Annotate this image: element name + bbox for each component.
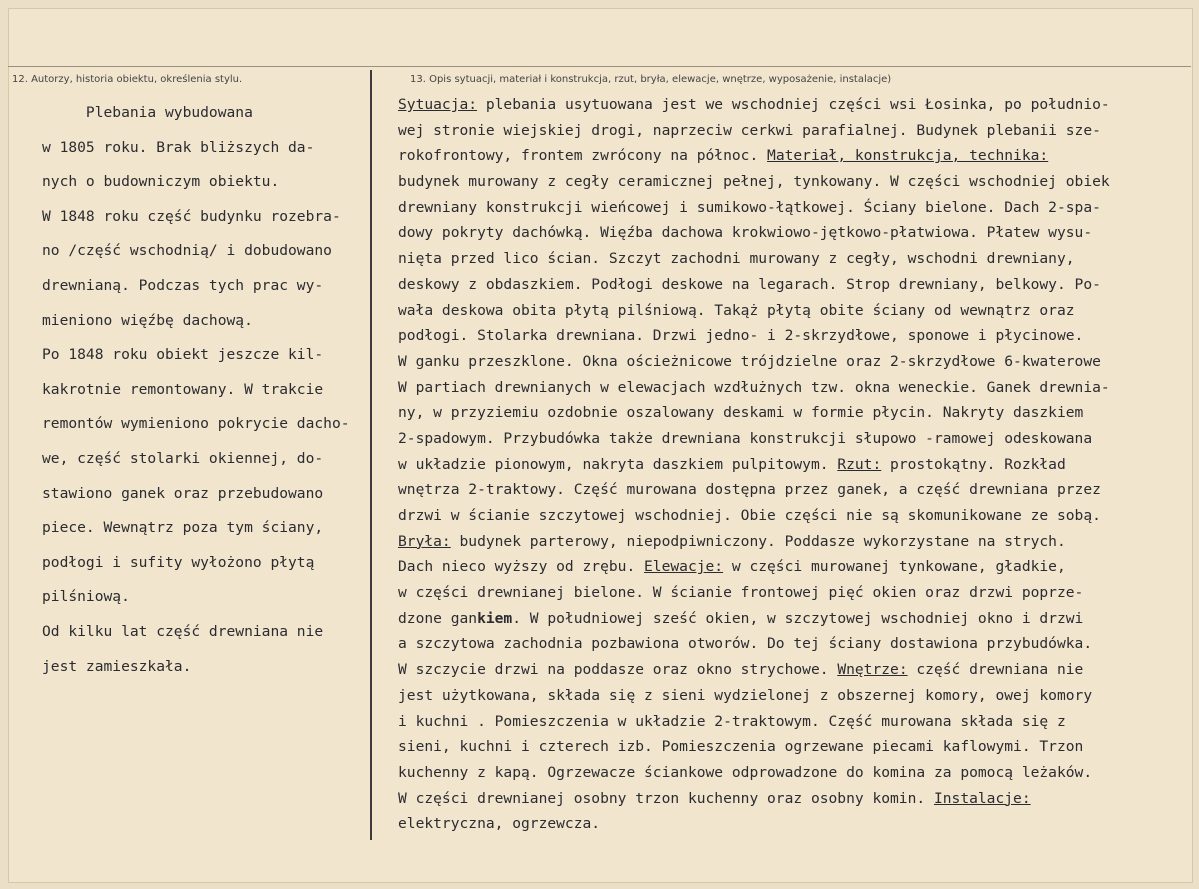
section-keyword: Elewacje: [644,558,724,576]
description-line [398,760,1198,786]
description-line [398,811,1198,837]
description-line [398,657,1198,683]
history-line: Po 1848 roku obiekt jeszcze kil- [42,346,324,364]
description-text: 2-spadowym. Przybudówka także drewniana konstrukcji słupowo -ramowej odeskowana [398,429,1093,447]
history-line: Plebania wybudowana [42,104,253,121]
section-keyword: Wnętrze: [837,661,908,679]
description-text: i kuchni . Pomieszczenia w układzie 2-traktowym. Część murowana składa się z [398,712,1066,730]
description-line [398,554,1198,580]
right-column-header: 13. Opis sytuacji, materiał i konstrukcja, rzut, bryła, elewacje, wnętrze, wyposażenie, instalacje) [410,74,892,85]
description-text: jest użytkowana, składa się z sieni wydzielonej z obszernej komory, owej komory [398,686,1093,704]
description-line [398,169,1198,195]
description-text: rokofrontowy, frontem zwrócony na północ. [398,147,768,165]
header-rule [8,66,1191,67]
description-line [398,118,1198,144]
section-keyword: Instalacje: [933,789,1031,807]
history-line: podłogi i sufity wyłożono płytą [42,553,315,571]
history-line: remontów wymieniono pokrycie dacho- [42,415,350,433]
history-line: pilśniową. [42,588,130,606]
description-line [398,580,1198,606]
description-line [398,143,1198,169]
description-text: nięta przed lico ścian. Szczyt zachodni murowany z cegły, wschodni drewniany, [398,250,1075,268]
description-text: kuchenny z kapą. Ogrzewacze ściankowe odprowadzone do komina za pomocą leżaków. [398,763,1093,781]
description-text: drzwi w ścianie szczytowej wschodniej. Obie części nie są skomunikowane ze sobą. [398,507,1101,524]
description-text: sieni, kuchni i czterech izb. Pomieszczenia ogrzewane piecami kaflowymi. Trzon [398,738,1084,756]
history-line: Od kilku lat część drewniana nie [42,622,324,640]
description-line [398,606,1198,632]
history-line: w 1805 roku. Brak bliższych da- [42,138,315,156]
description-text: ny, w przyziemiu ozdobnie oszalowany deskami w formie płycin. Nakryty daszkiem [398,404,1084,422]
history-line: piece. Wewnątrz poza tym ściany, [42,519,324,537]
description-text: kiem [477,609,513,627]
description-text: wej stronie wiejskiej drogi, naprzeciw cerkwi parafialnej. Budynek plebanii sze- [398,121,1101,139]
description-line [398,734,1198,760]
section-keyword: Bryła: [398,532,451,550]
description-line [398,786,1198,812]
description-text: w układzie pionowym, nakryta daszkiem pulpitowym. [398,455,838,473]
description-line [398,375,1198,401]
section-keyword: Materiał, konstrukcja, technika: [767,147,1049,165]
description-line [398,477,1198,503]
description-line [398,709,1198,735]
description-text: W partiach drewnianych w elewacjach wzdłużnych tzw. okna weneckie. Ganek drewnia- [398,378,1110,396]
description-text: a szczytowa zachodnia pozbawiona otworów. Do tej ściany dostawiona przybudówka. [398,635,1093,653]
description-line [398,529,1198,555]
description-line [398,349,1198,375]
description-line [398,195,1198,221]
history-line: nych o budowniczym obiektu. [42,173,280,191]
description-text: Dach nieco wyższy od zrębu. [398,558,645,576]
description-line [398,92,1198,118]
description-line [398,400,1198,426]
history-line: mieniono więźbę dachową. [42,311,253,329]
description-text: dowy pokryty dachówką. Więźba dachowa krokwiowo-jętkowo-płatwiowa. Płatew wysu- [398,224,1093,242]
history-line: stawiono ganek oraz przebudowano [42,484,324,502]
description-text: w części drewnianej bielone. W ścianie frontowej pięć okien oraz drzwi poprze- [398,584,1084,602]
description-text: prostokątny. Rozkład [881,455,1066,473]
history-line: we, część stolarki okiennej, do- [42,449,324,467]
description-line [398,631,1198,657]
history-line: jest zamieszkała. [42,657,192,675]
history-line: W 1848 roku część budynku rozebra- [42,207,341,225]
description-line [398,452,1198,478]
description-text: wnętrza 2-traktowy. Część murowana dostępna przez ganek, a część drewniana przez [398,481,1101,499]
description-line [398,272,1198,298]
description-text: podłogi. Stolarka drewniana. Drzwi jedno- i 2-skrzydłowe, sponowe i płycinowe. [398,327,1084,345]
history-line: drewnianą. Podczas tych prac wy- [42,276,324,294]
description-text: W szczycie drzwi na poddasze oraz okno strychowe. [398,661,838,679]
description-text: dzone gan [398,609,478,627]
description-text: wała deskowa obita płytą pilśniową. Takąż płytą obite ściany od wewnątrz oraz [398,301,1075,319]
description-line [398,426,1198,452]
description-text: plebania usytuowana jest we wschodniej części wsi Łosinka, po południo- [477,96,1110,113]
description-text: W części drewnianej osobny trzon kuchenny oraz osobny komin. [398,789,934,807]
description-column [398,92,1198,837]
history-line: kakrotnie remontowany. W trakcie [42,380,324,398]
description-line [398,503,1198,529]
section-keyword: Sytuacja: [398,96,478,113]
description-text: . W południowej sześć okien, w szczytowej wschodniej okno i drzwi [512,609,1084,627]
left-column-header: 12. Autorzy, historia obiektu, określenia stylu. [12,74,243,85]
description-text: część drewniana nie [907,661,1084,679]
description-text: w części murowanej tynkowane, gładkie, [723,558,1066,576]
description-text: budynek parterowy, niepodpiwniczony. Poddasze wykorzystane na strych. [450,532,1066,550]
description-line [398,683,1198,709]
description-text: budynek murowany z cegły ceramicznej pełnej, tynkowany. W części wschodniej obiek [398,173,1110,191]
description-line [398,323,1198,349]
description-line [398,220,1198,246]
history-line: no /część wschodnią/ i dobudowano [42,242,332,260]
description-line [398,246,1198,272]
section-keyword: Rzut: [837,455,882,473]
description-line [398,298,1198,324]
history-column [42,96,372,684]
description-text: elektryczna, ogrzewcza. [398,815,601,833]
description-text: W ganku przeszklone. Okna ościeżnicowe trójdzielne oraz 2-skrzydłowe 6-kwaterowe [398,352,1101,370]
description-text: deskowy z obdaszkiem. Podłogi deskowe na legarach. Strop drewniany, belkowy. Po- [398,275,1101,293]
description-text: drewniany konstrukcji wieńcowej i sumikowo-łątkowej. Ściany bielone. Dach 2-spa- [398,198,1101,216]
